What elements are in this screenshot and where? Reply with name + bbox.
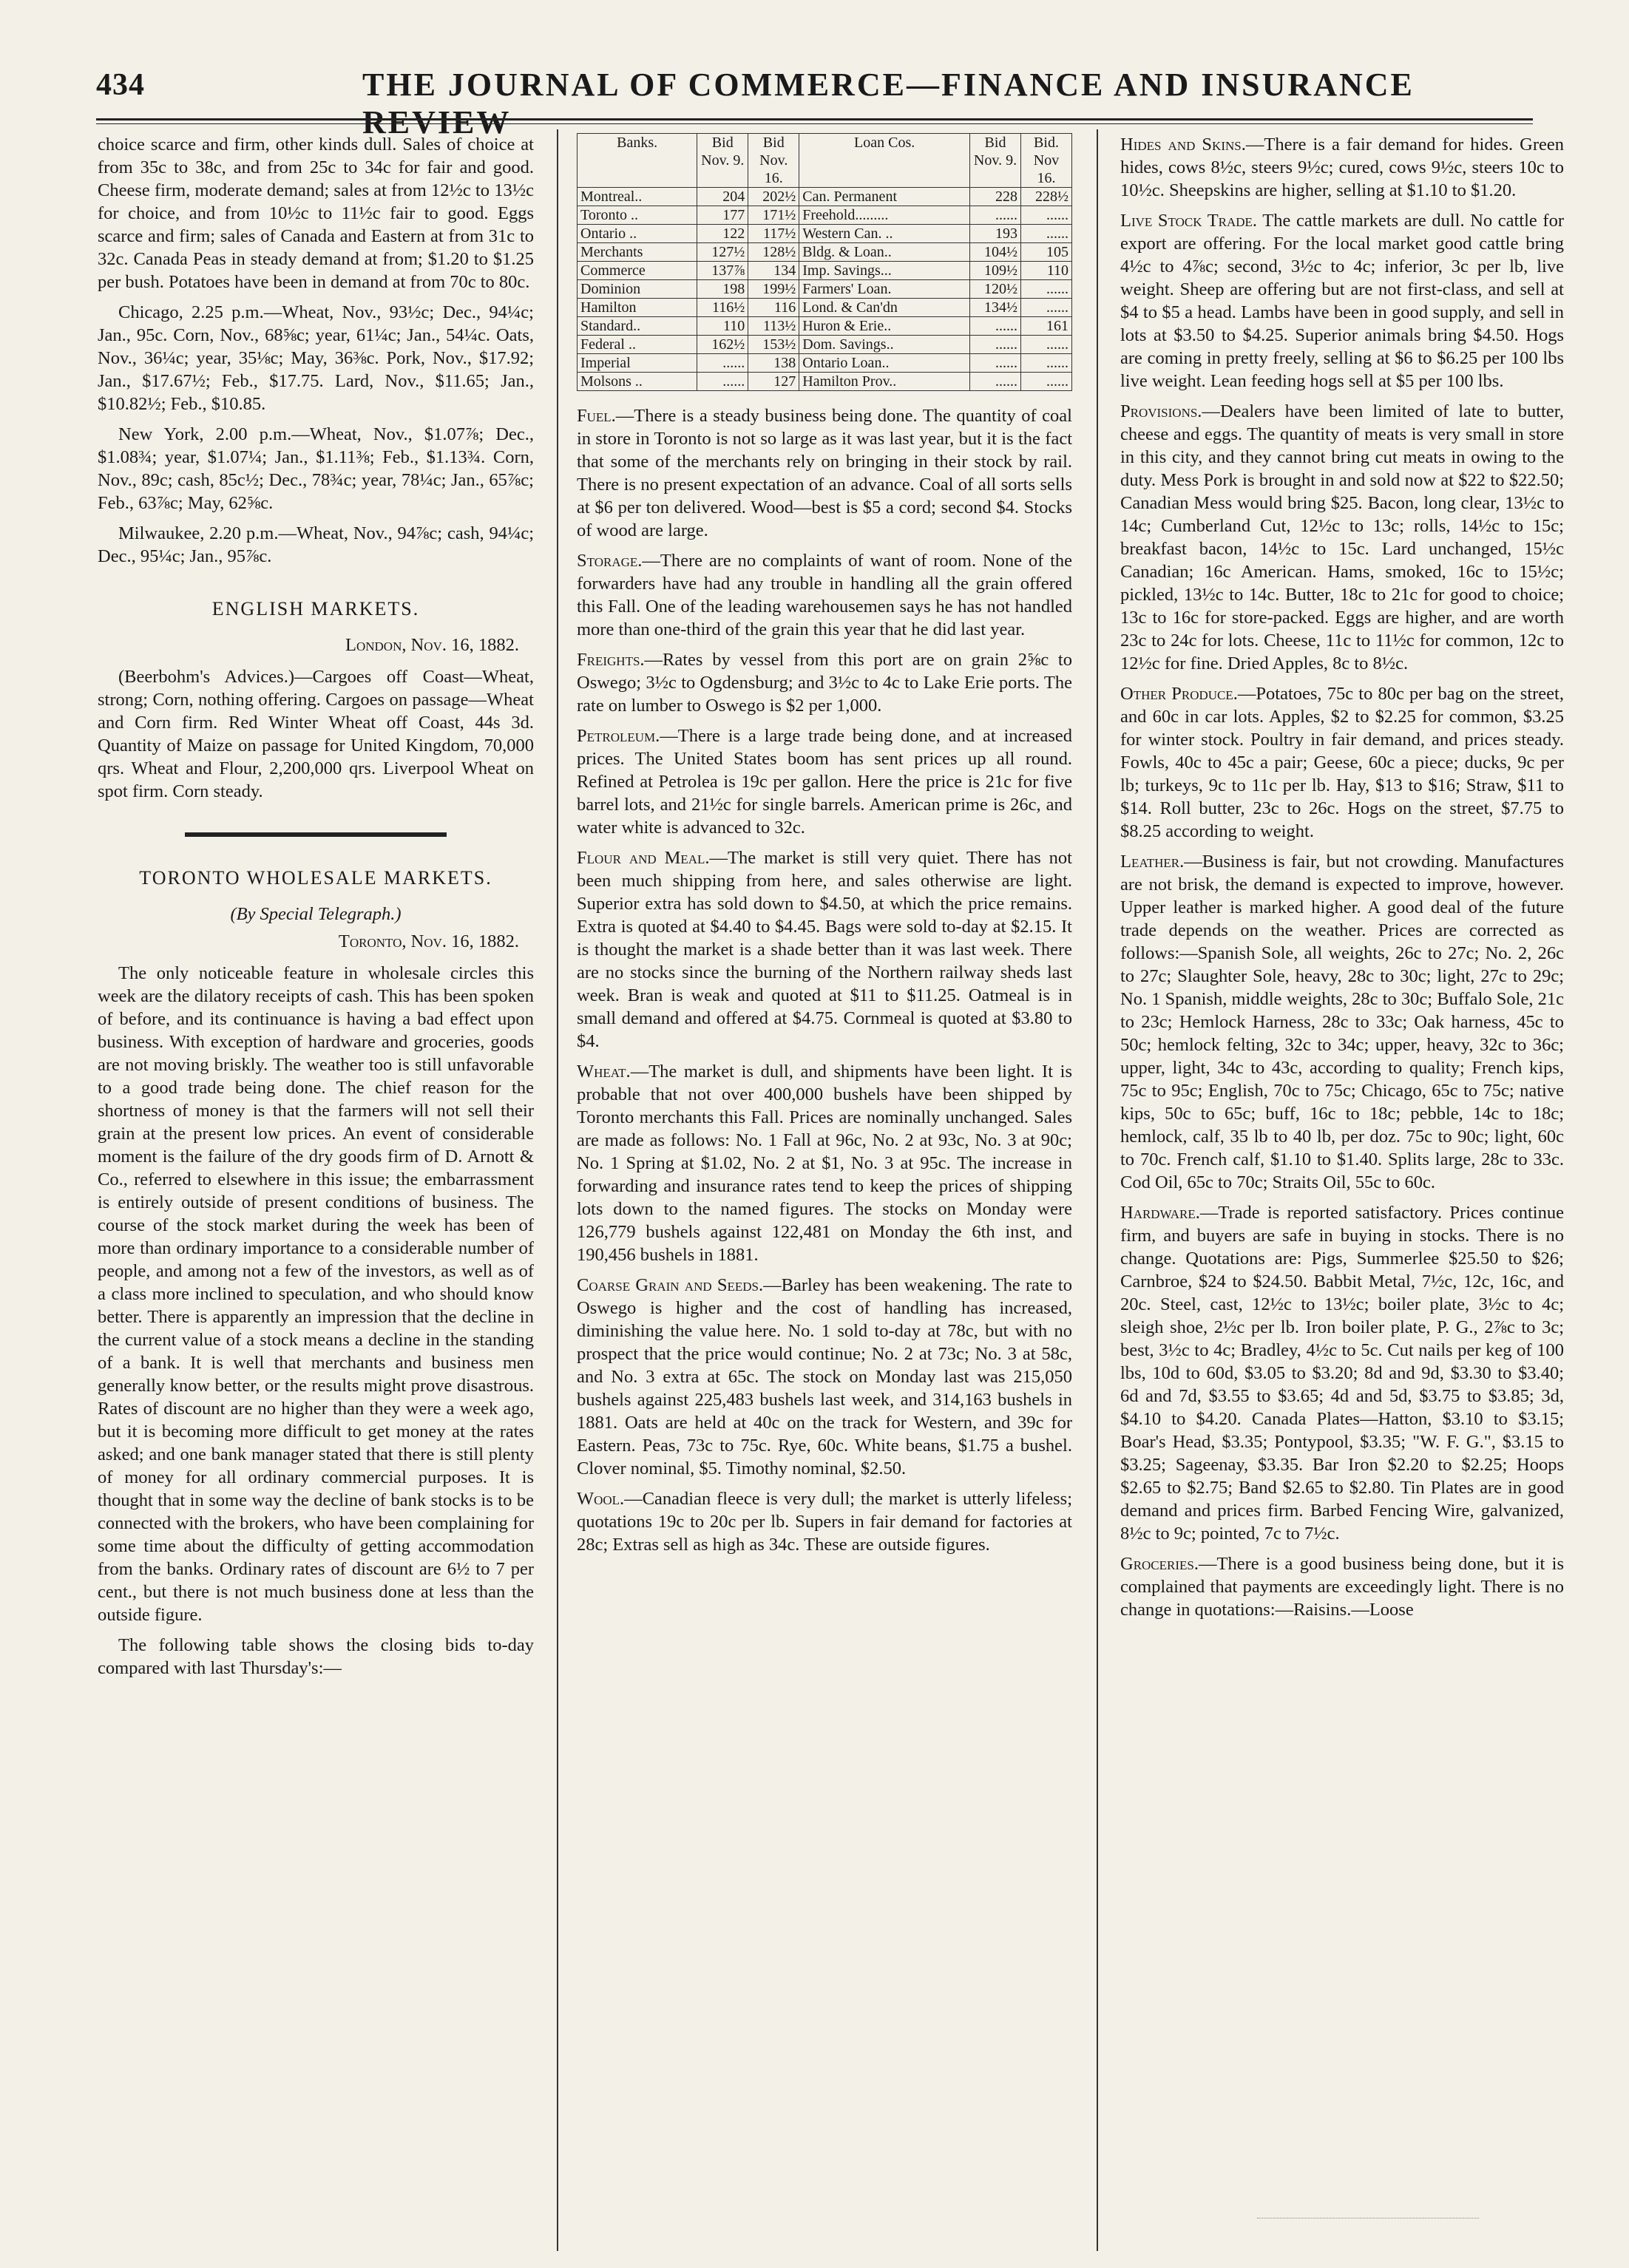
table-cell: ...... (970, 336, 1021, 354)
table-header: Bid Nov. 9. (697, 134, 748, 188)
table-cell: 127½ (697, 243, 748, 262)
table-row (578, 280, 1072, 299)
page-number: 434 (96, 68, 145, 102)
running-head: THE JOURNAL OF COMMERCE—FINANCE AND INSURANCE REVIEW (362, 67, 1415, 140)
table-cell: 110 (1021, 262, 1072, 280)
column-3 (1120, 133, 1564, 2247)
paragraph: Chicago, 2.25 p.m.—Wheat, Nov., 93½c; Dec., 94¼c; Jan., 95c. Corn, Nov., 68⅝c; year, 61¼c; Jan., 54¼c. Oats, Nov., 36¼c; year, 35⅛c; May, 36⅜c. Pork, Nov., $17.92; Jan., $17.67½; Feb., $17.75. Lard, Nov., $11.65; Jan., $10.82½; Feb., $10.85. (98, 302, 534, 414)
paragraph (1120, 1201, 1564, 1545)
paragraph: Milwaukee, 2.20 p.m.—Wheat, Nov., 94⅞c; cash, 94¼c; Dec., 95¼c; Jan., 95⅞c. (98, 523, 534, 566)
section-head: Hardware. (1120, 1203, 1200, 1223)
page-header (96, 63, 1533, 140)
section-head: Freights. (577, 650, 645, 670)
dateline: Toronto, Nov. 16, 1882. (338, 931, 519, 951)
table-cell: Dom. Savings.. (799, 336, 970, 354)
table-cell: 120½ (970, 280, 1021, 299)
table-cell: ...... (970, 206, 1021, 225)
table-cell: 113½ (748, 317, 799, 336)
table-cell: ...... (1021, 373, 1072, 391)
dateline: London, Nov. 16, 1882. (345, 635, 519, 655)
table-cell: 177 (697, 206, 748, 225)
paragraph-text: —Potatoes, 75c to 80c per bag on the street, and 60c in car lots. Apples, $2 to $2.25 for common, $3.25 for winter stock. Poultry in fair demand, and prices steady. Fowls, 40c to 45c a pair; Geese, 60c a piece; ducks, 9c per lb; turkeys, 9c to 11c per lb. Hay, $13 to $16; Straw, $11 to $14. Roll butter, 23c to 26c. Hogs on the street, $7.75 to $8.25 according to weight. (1120, 684, 1564, 841)
column-1 (98, 133, 534, 2247)
table-cell: Bldg. & Loan.. (799, 243, 970, 262)
paragraph (577, 1274, 1072, 1480)
paragraph-text: —Canadian fleece is very dull; the market is utterly lifeless; quotations 19c to 20c per lb. Supers in fair demand for factories at 28c; Extras sell as high as 34c. These are outside figures. (577, 1489, 1072, 1555)
table-row (578, 206, 1072, 225)
table-row (578, 299, 1072, 317)
section-rule (185, 832, 447, 837)
paragraph-text: —Dealers have been limited of late to butter, cheese and eggs. The quantity of meats is very small in store in this city, and they cannot bring cut meats in owing to the duty. Mess Pork is brought in and sold now at $22 to $22.50; Canadian Mess would bring $25. Bacon, long clear, 13½c to 14c; Cumberland Cut, 12½c to 13c; rolls, 14½c to 15c; breakfast bacon, 14½c to 15c. Lard unchanged, 15½c Canadian; 16c American. Hams, smoked, 16c to 15½c; pickled, 13½c to 14c. Butter, 18c to 21c for good to choice; 13c to 16c for store-packed. Eggs are higher, and are worth 23c to 24c for lots. Cheese, 11c to 11½c for common, 12c to 12½c for fine. Dried Apples, 8c to 8½c. (1120, 401, 1564, 673)
section-head: Leather. (1120, 852, 1185, 872)
paragraph (577, 549, 1072, 641)
column-rule (1097, 129, 1098, 2251)
table-cell: Freehold......... (799, 206, 970, 225)
section-head: Flour and Meal. (577, 848, 710, 868)
table-cell: 105 (1021, 243, 1072, 262)
paragraph (577, 846, 1072, 1053)
section-head: Other Produce. (1120, 684, 1238, 704)
section-head: Petroleum. (577, 726, 660, 746)
table-cell: 110 (697, 317, 748, 336)
paragraph-text: —Business is fair, but not crowding. Manufactures are not brisk, the demand is expected to improve, however. Upper leather is marked higher. A good deal of the future trade depends on the weather. Prices are corrected as follows:—Spanish Sole, all weights, 26c to 27c; No. 2, 26c to 27c; Slaughter Sole, heavy, 28c to 30c; light, 27c to 29c; No. 1 Spanish, middle weights, 28c to 30c; Buffalo Sole, 21c to 23c; Hemlock Harness, 28c to 33c; Oak harness, 45c to 50c; hemlock felting, 32c to 34c; upper, heavy, 32c to 36c; upper, light, 34c to 43c, according to quality; French kips, 75c to 95c; English, 70c to 75c; Chicago, 65c to 75c; native kips, 50c to 65c; buff, 16c to 18c; pebble, 14c to 18c; hemlock, calf, 35 lb to 40 lb, per doz. 75c to 90c; light, 60c to 70c. French calf, $1.10 to $1.40. Splits large, 28c to 33c. Cod Oil, 65c to 70c; Straits Oil, 55c to 60c. (1120, 852, 1564, 1192)
paragraph: New York, 2.00 p.m.—Wheat, Nov., $1.07⅞; Dec., $1.08¾; year, $1.07¼; Jan., $1.11⅜; Feb., $1.13¾. Corn, Nov., 89c; cash, 85c½; Dec., 78¾c; year, 78¼c; Jan., 65⅞c; Feb., 63⅞c; May, 62⅝c. (98, 424, 534, 513)
table-cell: Standard.. (578, 317, 697, 336)
table-cell: 122 (697, 225, 748, 243)
paragraph-text: —The market is dull, and shipments have been light. It is probable that not over 400,000 bushels have been shipped by Toronto merchants this Fall. Prices are nominally unchanged. Sales are made as follows: No. 1 Fall at 96c, No. 2 at 93c, No. 3 at 90c; No. 1 Spring at $1.02, No. 2 at $1, No. 3 at 95c. The increase in forwarding and insurance rates tend to keep the prices of shipping lots down to the named figures. The stocks on Monday were 126,779 bushels against 122,481 on Monday the 6th inst, and 190,456 bushels in 1881. (577, 1062, 1072, 1265)
table-header: Bid Nov. 9. (970, 134, 1021, 188)
table-cell: 198 (697, 280, 748, 299)
table-cell: ...... (970, 354, 1021, 373)
paragraph-text: —There is a large trade being done, and at increased prices. The United States boom has sent prices up all round. Refined at Petrolea is 19c per gallon. Here the price is 21c for five barrel lots, and 21½c for single barrels. American prime is 26c, and water white is advanced to 32c. (577, 726, 1072, 838)
paragraph-text: —Rates by vessel from this port are on grain 2⅝c to Oswego; 3½c to Ogdensburg; and 3½c to 4c to Lake Erie ports. The rate on lumber to Oswego is $2 per 1,000. (577, 650, 1072, 716)
paragraph-text: —Trade is reported satisfactory. Prices continue firm, and buyers are safe in buying in stocks. There is no change. Quotations are: Pigs, Summerlee $25.50 to $26; Carnbroe, $24 to $24.50. Babbit Metal, 7½c, 12c, 16c, and 20c. Steel, cast, 12½c to 13½c; boiler plate, 3½c to 4c; sleigh shoe, 2½c per lb. Iron boiler plate, P. G., 2⅞c to 3c; best, 3½c to 4c; Bradley, 4½c to 5c. Cut nails per keg of 100 lbs, 10d to 60d, $3.05 to $3.20; 8d and 9d, $3.30 to $3.40; 6d and 7d, $3.55 to $3.65; 4d and 5d, $3.75 to $3.85; 3d, $4.10 to $4.20. Canada Plates—Hatton, $3.10 to $3.15; Boar's Head, $3.35; Pontypool, $3.35; "W. F. G.", $3.15 to $3.25; Sageenay, $3.35. Bar Iron $2.20 to $2.25; Hoops $2.65 to $2.75; Band $2.65 to $2.80. Tin Plates are in good demand and prices firm. Barbed Fencing Wire, galvanized, 8½c to 9c; pointed, 7c to 7½c. (1120, 1203, 1564, 1544)
paragraph (1120, 400, 1564, 675)
table-row (578, 354, 1072, 373)
byline: (By Special Telegraph.) (230, 904, 402, 924)
table-header-row (578, 134, 1072, 188)
paragraph (1120, 133, 1564, 202)
table-header: Loan Cos. (799, 134, 970, 188)
section-title: TORONTO WHOLESALE MARKETS. (139, 867, 492, 889)
table-row (578, 336, 1072, 354)
paragraph-text: —There are no complaints of want of room. None of the forwarders have had any trouble in handling all the grain offered this Fall. One of the leading warehousemen says he has not handled more than one-third of the grain this year that he did last year. (577, 551, 1072, 639)
table-cell: ...... (1021, 354, 1072, 373)
section-head: Provisions. (1120, 401, 1202, 421)
table-header: Bid. Nov 16. (1021, 134, 1072, 188)
table-row (578, 188, 1072, 206)
column-2 (577, 133, 1072, 2247)
table-cell: ...... (1021, 336, 1072, 354)
table-cell: Hamilton Prov.. (799, 373, 970, 391)
table-row (578, 262, 1072, 280)
table-cell: 204 (697, 188, 748, 206)
paragraph (577, 724, 1072, 839)
table-cell: Toronto .. (578, 206, 697, 225)
table-cell: Federal .. (578, 336, 697, 354)
table-cell: Merchants (578, 243, 697, 262)
paragraph (1120, 850, 1564, 1194)
table-cell: ...... (1021, 299, 1072, 317)
paragraph-text: —Barley has been weakening. The rate to Oswego is higher and the cost of handling has increased, diminishing the value here. No. 1 sold to-day at 78c, but with no prospect that the price would continue; No. 2 at 73c; No. 3 at 58c, and No. 3 extra at 65c. The stock on Monday last was 215,050 bushels against 225,483 bushels last week, and 314,163 bushels in 1881. Oats are held at 40c on the track for Western, and 39c for Eastern. Peas, 73c to 75c. Rye, 60c. White beans, $1.75 a bushel. Clover nominal, $5. Timothy nominal, $2.50. (577, 1275, 1072, 1478)
table-cell: 202½ (748, 188, 799, 206)
paragraph (1120, 209, 1564, 393)
table-row (578, 317, 1072, 336)
table-header: Bid Nov. 16. (748, 134, 799, 188)
table-cell: ...... (970, 373, 1021, 391)
table-row (578, 243, 1072, 262)
table-cell: 153½ (748, 336, 799, 354)
table-cell: Can. Permanent (799, 188, 970, 206)
column-rule (557, 129, 558, 2251)
table-cell: Western Can. .. (799, 225, 970, 243)
paragraph: The following table shows the closing bids to-day compared with last Thursday's:— (98, 1635, 534, 1678)
table-cell: ...... (1021, 206, 1072, 225)
section-head: Live Stock Trade. (1120, 211, 1258, 231)
table-cell: 134 (748, 262, 799, 280)
stock-bids-table (577, 133, 1072, 391)
print-smudge (1257, 2218, 1479, 2248)
table-cell: 134½ (970, 299, 1021, 317)
paragraph (577, 404, 1072, 542)
table-row (578, 225, 1072, 243)
paragraph (1120, 682, 1564, 843)
table-cell: Ontario .. (578, 225, 697, 243)
table-header: Banks. (578, 134, 697, 188)
table-cell: Farmers' Loan. (799, 280, 970, 299)
paragraph: (Beerbohm's Advices.)—Cargoes off Coast—Wheat, strong; Corn, nothing offering. Cargoes on passage—Wheat and Corn firm. Red Winter Wheat off Coast, 44s 3d. Quantity of Maize on passage for United Kingdom, 70,000 qrs. Wheat and Flour, 2,200,000 qrs. Liverpool Wheat on spot firm. Corn steady. (98, 667, 534, 801)
table-cell: 127 (748, 373, 799, 391)
table-cell: Imperial (578, 354, 697, 373)
paragraph-text: The cattle markets are dull. No cattle for export are offering. For the local market good cattle bring 4½c to 4⅞c; second, 3½c to 4c; inferior, 3c per lb, live weight. Sheep are offering but are not first-class, and sell at $4 to $5 a head. Lambs have been in good supply, and sell in lots at $3.50 to $4.25. Superior animals bring $4.50. Hogs are coming in pretty freely, selling at $6 to $6.25 per 100 lbs live weight. Lean feeding hogs sell at $5 per 100 lbs. (1120, 211, 1564, 391)
table-cell: 228½ (1021, 188, 1072, 206)
table-row (578, 373, 1072, 391)
paragraph-text: —There is a steady business being done. The quantity of coal in store in Toronto is not so large as it was last year, but it is the fact that some of the merchants rely on bringing in their stock by rail. There is no present expectation of an advance. Coal of all sorts sells at $6 per ton delivered. Wood—best is $5 a cord; second $4. Stocks of wood are large. (577, 406, 1072, 540)
table-cell: Imp. Savings... (799, 262, 970, 280)
paragraph-text: —There is a fair demand for hides. Green hides, cows 8½c, steers 9½c; cured, cows 9½c, steers 10c to 10½c. Sheepskins are higher, selling at $1.10 to $1.20. (1120, 135, 1564, 200)
table-cell: Huron & Erie.. (799, 317, 970, 336)
section-head: Coarse Grain and Seeds. (577, 1275, 764, 1295)
table-cell: ...... (970, 317, 1021, 336)
table-cell: 128½ (748, 243, 799, 262)
table-cell: ...... (697, 354, 748, 373)
table-cell: Lond. & Can'dn (799, 299, 970, 317)
table-cell: 162½ (697, 336, 748, 354)
section-title: ENGLISH MARKETS. (211, 598, 420, 619)
table-cell: Montreal.. (578, 188, 697, 206)
table-cell: 228 (970, 188, 1021, 206)
section-head: Wool. (577, 1489, 625, 1509)
table-cell: ...... (1021, 280, 1072, 299)
paragraph: choice scarce and firm, other kinds dull. Sales of choice at from 35c to 38c, and from 25c to 34c for fair and good. Cheese firm, moderate demand; sales at from 12½c to 13½c for choice, and from 10½c to 11½c fair to good. Eggs scarce and firm; sales of Canada and Eastern at from 31c to 32c. Canada Peas in steady demand at from; $1.20 to $1.25 per bush. Potatoes have been in demand at from 70c to 80c. (98, 135, 534, 292)
table-cell: Commerce (578, 262, 697, 280)
section-head: Fuel. (577, 406, 616, 426)
table-cell: 117½ (748, 225, 799, 243)
section-head: Wheat. (577, 1062, 631, 1082)
table-cell: 161 (1021, 317, 1072, 336)
paragraph (577, 648, 1072, 717)
table-cell: 199½ (748, 280, 799, 299)
header-rule (96, 118, 1533, 124)
table-cell: ...... (697, 373, 748, 391)
table-cell: 116½ (697, 299, 748, 317)
table-cell: Molsons .. (578, 373, 697, 391)
table-cell: Ontario Loan.. (799, 354, 970, 373)
table-cell: Hamilton (578, 299, 697, 317)
paragraph (1120, 1552, 1564, 1621)
paragraph: The only noticeable feature in wholesale circles this week are the dilatory receipts of cash. This has been spoken of before, and its continuance is having a bad effect upon business. With exception of hardware and groceries, goods are not moving briskly. The weather too is still unfavorable to a good trade being done. The chief reason for the shortness of money is that the farmers will not sell their grain at the present low prices. An event of considerable moment is the failure of the dry goods firm of D. Arnott & Co., referred to elsewhere in this issue; the embarrassment is entirely outside of present conditions of business. The course of the stock market during the week has been of more than ordinary importance to a considerable number of people, and among not a few of the investors, as well as of a class more inclined to speculation, and who should know better. There is apparently an impression that the decline in the current value of a stock means a decline in the standing of a bank. It is well that merchants and business men generally know better, or the results might prove disastrous. Rates of discount are no higher than they were a week ago, but it is becoming more difficult to get money at the rates asked; and one bank manager stated that there is still plenty of money for all ordinary commercial purposes. It is thought that in some way the decline of bank stocks is to be connected with the brokers, who have been complaining for some time about the difficulty of getting accommodation from the banks. Ordinary rates of discount are 6½ to 7 per cent., but there is not much business done at less than the outside figure. (98, 963, 534, 1625)
table-cell: Dominion (578, 280, 697, 299)
table-cell: 137⅞ (697, 262, 748, 280)
table-cell: 171½ (748, 206, 799, 225)
paragraph (577, 1487, 1072, 1556)
table-cell: 193 (970, 225, 1021, 243)
section-head: Hides and Skins. (1120, 135, 1246, 155)
paragraph-text: —The market is still very quiet. There has not been much shipping from here, and sales otherwise are light. Superior extra has sold down to $4.50, at which the price remains. Extra is quoted at $4.40 to $4.45. Bags were sold to-day at $2.15. It is thought the market is a shade better than it was last week. There are no stocks since the burning of the Northern railway sheds last week. Bran is weak and quoted at $11 to $11.25. Oatmeal is in small demand and offered at $4.75. Cornmeal is quoted at $3.80 to $4. (577, 848, 1072, 1051)
table-cell: 109½ (970, 262, 1021, 280)
table-cell: 104½ (970, 243, 1021, 262)
paragraph (577, 1060, 1072, 1266)
table-cell: ...... (1021, 225, 1072, 243)
table-cell: 138 (748, 354, 799, 373)
section-head: Storage. (577, 551, 643, 571)
table-cell: 116 (748, 299, 799, 317)
section-head: Groceries. (1120, 1554, 1199, 1574)
paragraph-text: —There is a good business being done, but it is complained that payments are exceedingly light. There is no change in quotations:—Raisins.—Loose (1120, 1554, 1564, 1620)
